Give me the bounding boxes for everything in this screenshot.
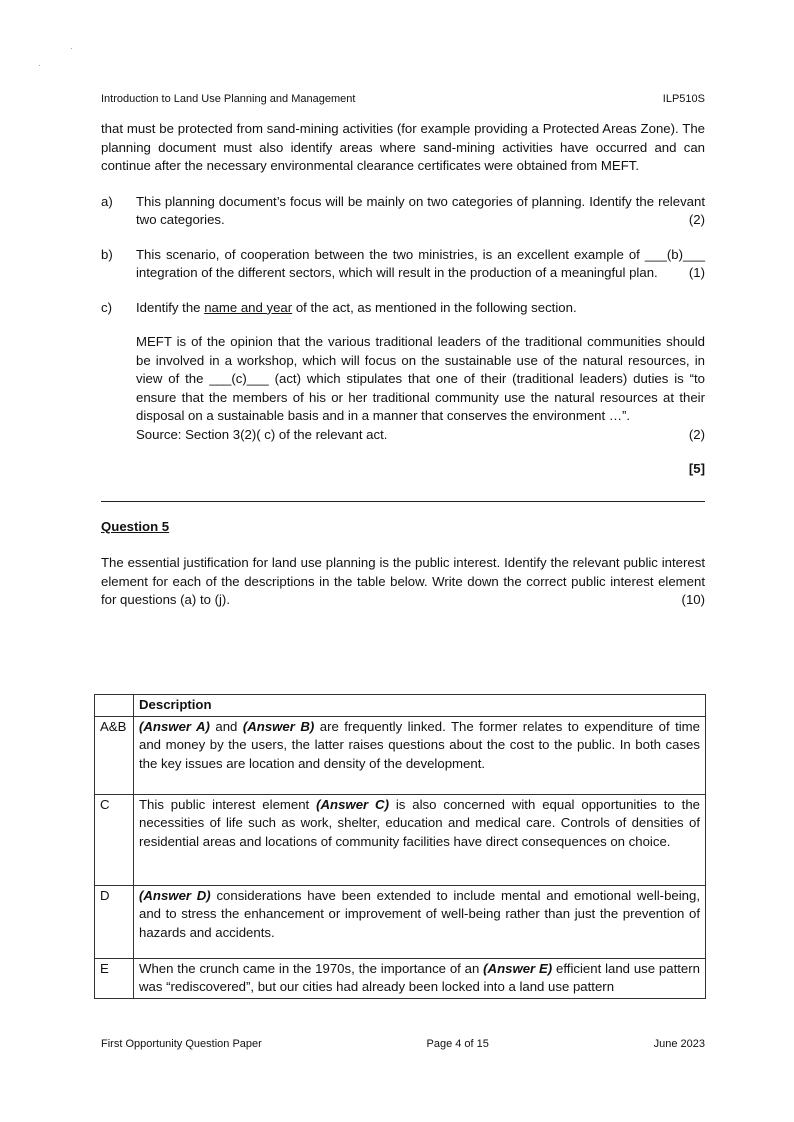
item-marks: (2)	[688, 212, 705, 227]
item-label: b)	[101, 246, 113, 262]
table-row	[95, 794, 706, 885]
item-label: c)	[101, 299, 112, 315]
row-description: (Answer D) considerations have been extended to include mental and emotional well-being, and to stress the enhancement or improvement of well-being rather than just the prevention of hazards and accidents.	[134, 885, 706, 958]
question-5-title: Question 5	[101, 518, 170, 534]
table-row	[95, 885, 706, 958]
item-text-post: of the act, as mentioned in the following section.	[292, 299, 577, 315]
question-5-instructions: The essential justification for land use planning is the public interest. Identify the relevant public interest element for each of the descriptions in the table below. Write down the correct public interest element for questions (a) to (j). (10)	[101, 554, 705, 610]
total-marks: [5]	[688, 461, 705, 476]
table-header-description: Description	[134, 695, 706, 717]
row-label: E	[95, 958, 134, 998]
item-text-pre: Identify the	[136, 299, 205, 315]
item-text: This planning document’s focus will be mainly on two categories of planning. Identify the relevant two categories.	[136, 193, 705, 227]
footer-date: June 2023	[653, 1038, 705, 1050]
source-line: Source: Section 3(2)( c) of the relevant act.	[136, 426, 388, 442]
table-row	[95, 958, 706, 998]
footer-page-number: Page 4 of 15	[426, 1038, 489, 1050]
row-label: A&B	[95, 716, 134, 794]
scan-speck: ·	[38, 61, 41, 70]
row-label: D	[95, 885, 134, 958]
row-label: C	[95, 794, 134, 885]
table-row	[95, 716, 706, 794]
table-header-row	[95, 695, 706, 717]
item-marks: (2)	[688, 426, 705, 442]
passage: MEFT is of the opinion that the various traditional leaders of the traditional communities should be involved in a workshop, which will focus on the sustainable use of the natural resources, in view of the ___(c)___ (act) which stipulates that one of their (traditional leaders) duties is “to ensure that the members of his or her traditional community use the natural resources at their disposal on a sustainable basis and in a manner that conserves the environment …”.	[136, 334, 705, 423]
item-text: This scenario, of cooperation between the two ministries, is an excellent example of ___(b)___ integration of the different sectors, which will result in the production of a meaningful plan.	[136, 246, 705, 280]
question-5-marks: (10)	[681, 592, 705, 607]
page-footer	[101, 1038, 705, 1050]
public-interest-table	[94, 694, 706, 999]
question-4a	[101, 193, 705, 230]
page-header	[101, 93, 705, 105]
question-4b	[101, 246, 705, 283]
footer-paper-type: First Opportunity Question Paper	[101, 1038, 262, 1050]
course-title: Introduction to Land Use Planning and Management	[101, 93, 356, 105]
scan-speck: ·	[70, 44, 73, 53]
row-description: (Answer A) and (Answer B) are frequently linked. The former relates to expenditure of time and money by the users, the latter raises questions about the cost to the public. In both cases the key issues are location and density of the development.	[134, 716, 706, 794]
page-body	[101, 120, 705, 610]
row-description: This public interest element (Answer C) is also concerned with equal opportunities to the necessities of life such as work, shelter, education and medical care. Controls of densities of residential areas and locations of community facilities have direct consequences on choice.	[134, 794, 706, 885]
row-description: When the crunch came in the 1970s, the importance of an (Answer E) efficient land use pattern was “rediscovered”, but our cities had already been locked into a land use pattern	[134, 958, 706, 998]
item-label: a)	[101, 193, 113, 209]
item-marks: (1)	[688, 265, 705, 280]
intro-paragraph: that must be protected from sand-mining activities (for example providing a Protected Areas Zone). The planning document must also identify areas where sand-mining activities have occurred and can continue after the necessary environmental clearance certificates were obtained from MEFT.	[101, 121, 705, 173]
item-text-underlined: name and year	[204, 299, 293, 315]
question-4c	[101, 299, 705, 445]
course-code: ILP510S	[662, 93, 705, 105]
section-divider	[101, 501, 705, 502]
